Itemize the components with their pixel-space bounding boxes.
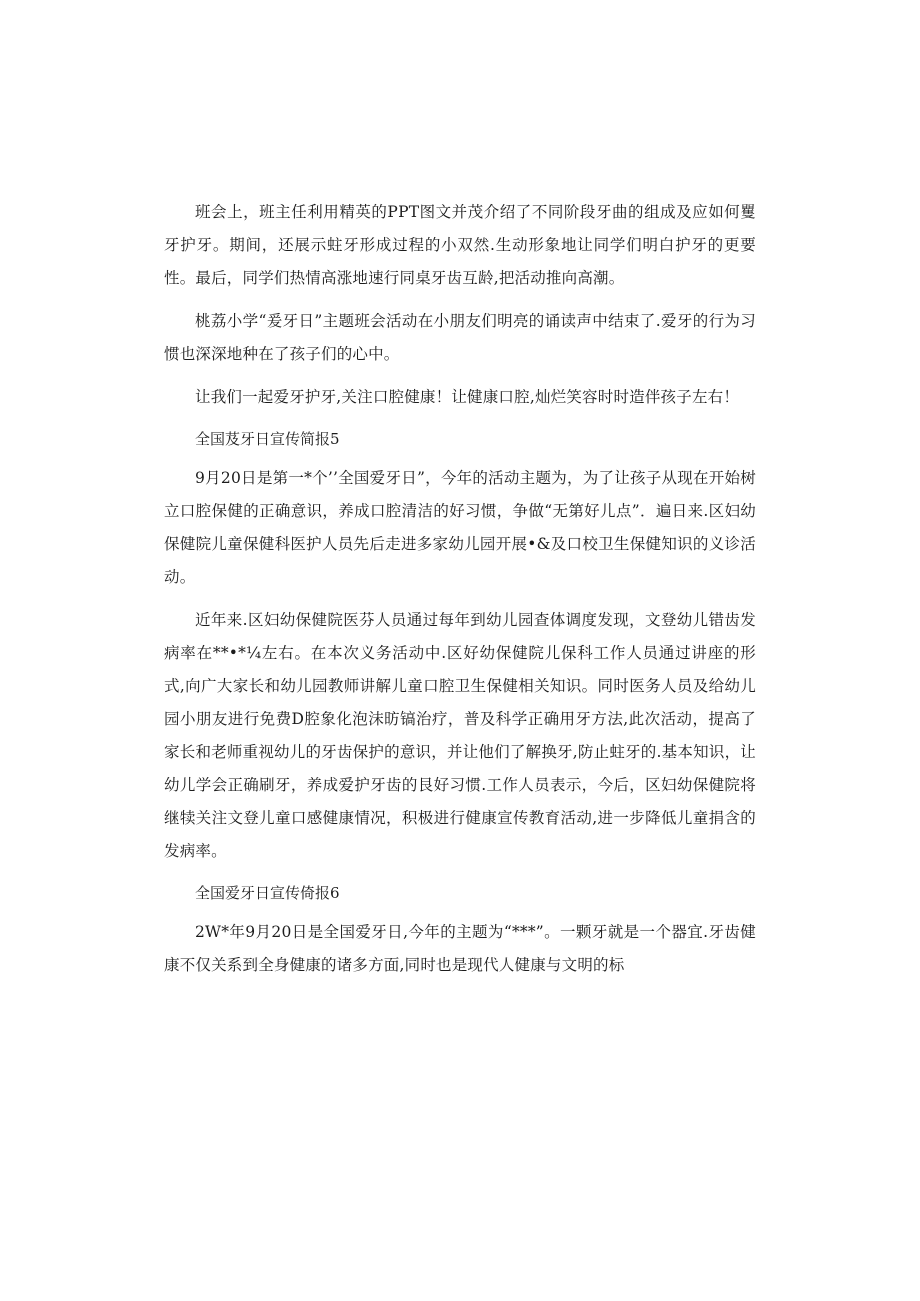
document-body	[164, 196, 756, 992]
paragraph-meeting-conclusion: 桃荔小学“爰牙日”主题班会活动在小朋友们明亮的诵读声中结束了.爱牙的行为习惯也深深地种在了孩子们的心中。	[164, 312, 756, 363]
section-heading-briefing-6: 全国爱牙日宣传倚报6	[195, 884, 340, 902]
paragraph-event-intro: 9月20日是第一*个’’全国爱牙日”，今年的活动主题为，为了让孩子从现在开始树立口腔保健的正确意识，养成口腔清洁的好习惯，争做“无第好儿点”．遍日来.区妇幼保健院儿童保健科医护人员先后走进多家幼儿园开展•&及口校卫生保健知识的义诊活动。	[164, 469, 756, 586]
paragraph-class-meeting: 班会上，班主任利用精英的PPT图文并茂介绍了不同阶段牙曲的组成及应如何矍牙护牙。期间，还展示蛀牙形成过程的小双然.生动形象地让同学们明白护牙的更要性。最后，同学们热情高涨地速行同桌牙齿互龄,把活动推向高潮。	[164, 203, 756, 287]
paragraph-recent-years: 近年来.区妇幼保健院医芬人员通过每年到幼儿园查体调度发现，文登幼儿错齿发病率在**•*¼左右。在本次义务活动中.区好幼保健院儿保科工作人员通过讲座的形式,向广大家长和幼儿园教师讲解儿童口腔卫生保健相关知识。同时医务人员及给幼儿园小朋友进行免费D腔象化泡沫昉镐治疗，普及科学正确用牙方法,此次活动，提高了家长和老师重视幼儿的牙齿保护的意识，并让他们了解换牙,防止蛀牙的.基本知识，让幼儿学会正确刷牙，养成爱护牙齿的艮好习惯.工作人员表示，今后，区妇幼保健院将继犊关注文登儿童口感健康情况，积极进行健康宣传教育活动,进一步降低儿童捐含的发病率。	[164, 611, 756, 860]
paragraph-call-to-action: 让我们一起爱牙护牙,关注口腔健康！让健康口腔,灿烂笑容时时造伴孩子左右！	[195, 388, 740, 406]
paragraph-dental-health: 2W*年9月20日是全国爱牙日,今年的主题为“***”。一颗牙就是一个器宜.牙齿健康不仅关系到全身健康的诸多方面,同时也是现代人健康与文明的标	[164, 923, 756, 974]
section-heading-briefing-5: 全国芨牙日宣传简报5	[195, 430, 340, 448]
